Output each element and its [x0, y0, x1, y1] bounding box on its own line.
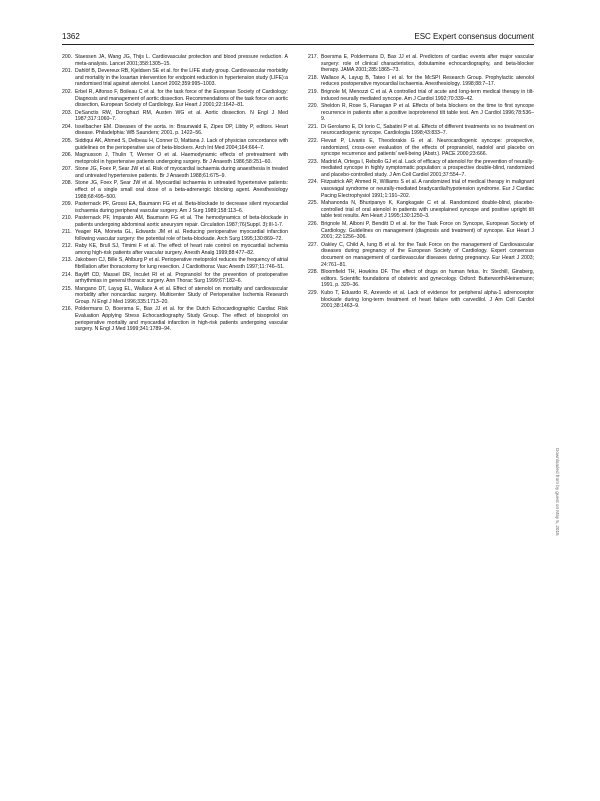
reference-text: Isselbacher EM. Diseases of the aorta. in: Braunwald E, Zipes DP, Libby P, editors. Heart disease. Philadelphia: WB Saunders; 2001. p. 1422–56.	[75, 123, 288, 137]
reference-number: 201.	[62, 68, 73, 75]
reference-number: 218.	[308, 74, 319, 81]
reference-item	[62, 180, 288, 200]
reference-number: 208.	[62, 180, 73, 187]
reference-number: 216.	[62, 306, 73, 313]
reference-item	[308, 103, 534, 123]
page-number: 1362	[62, 32, 80, 41]
reference-item	[62, 201, 288, 214]
reference-text: Pasternack PF, Imparato AM, Baumann FG et al. The hemodynamics of beta-blockade in patients undergoing abdominal aortic aneurysm repair. Circulation 1987;76(Suppl. 3):III-1-7.	[75, 215, 288, 228]
reference-item	[308, 242, 534, 269]
header-rule	[62, 44, 534, 45]
reference-text: Stone JG, Foex P, Sear JW et al. Risk of myocardial ischaemia during anaesthesia in treated and untreated hypertensive patients. Br J Anaesth 1988;61:675–9.	[75, 166, 288, 179]
reference-text: Di Gerolamo E, Di Iorio C, Sabatini P et al. Effects of different treatments vs no treatment on neurocardiogenic syncope. Cardiologia 1998;43:833–7.	[321, 123, 534, 137]
reference-item	[308, 290, 534, 310]
reference-item	[62, 243, 288, 256]
reference-item	[62, 124, 288, 137]
reference-text: Yeager RA, Moneta GL, Edwards JM et al. Reducing perioperative myocardial infarction following vascular surgery: the potential role of beta-blockade. Arch Surg 1995;130:869–72.	[75, 229, 288, 242]
reference-text: Boersma E, Poldermans D, Bax JJ et al. Predictors of cardiac events after major vascular surgery: role of clinical characteristics, dobutamine echocardiography, and beta-blocker therapy. JAMA 2001;285:1865–73.	[321, 54, 534, 74]
reference-number: 220.	[308, 102, 319, 109]
reference-text: Siddiqui AK, Ahmed S, Delbeau H, Conner D, Mattana J. Lack of physician concordance with guidelines on the perioperative use of beta-blockers. Arch Int Med 2004;164:664–7.	[75, 137, 288, 151]
reference-text: Dahlöf B, Devereux RB, Kjeldsen SE et al. for the LIFE study group. Cardiovascular morbidity and mortality in the losartan intervention for endpoint reduction in hypertension study (LIFE):a randomised trial against atenolol. Lancet 2002;359:995–1003.	[75, 68, 288, 88]
reference-item	[62, 229, 288, 242]
reference-text: DeSanctis RW, Doroghazi RM, Austen WG et al. Aortic dissection. N Engl J Med 1987;317:1060–7.	[75, 109, 288, 123]
reference-number: 200.	[62, 54, 73, 60]
reference-number: 223.	[308, 158, 319, 165]
reference-item	[62, 286, 288, 306]
reference-number: 225.	[308, 200, 319, 207]
reference-text: Madrid A, Ortega I, Rebollo GJ et al. Lack of efficacy of atenolol for the prevention of neurally-mediated syncope in highly symptomatic population: a prospective double-blind, randomized and placebo-controlled study. J Am Coll Cardiol 2001;37:554–7.	[321, 158, 534, 178]
reference-item	[62, 166, 288, 179]
reference-number: 211.	[62, 229, 72, 236]
reference-column-left	[62, 54, 288, 334]
reference-text: Pasternack PF, Grossi EA, Baumann FG et al. Beta-blockade to decrease silent myocardial ischaemia during peripheral vascular surgery. Am J Surg 1989;158:113–6.	[75, 200, 288, 214]
reference-text: Bloomfield TH, Howkins DF. The effect of drugs on human fetus. In: Stechill, Ginsberg, editors. Scientific foundations of obstetric and gynecology. Oxford: Butterworth/Heinemann; 1991. p. 320–36.	[321, 269, 534, 289]
reference-item	[308, 269, 534, 289]
reference-number: 204.	[62, 123, 73, 130]
reference-number: 214.	[62, 271, 73, 278]
reference-text: Raby KE, Brull SJ, Timimi F et al. The effect of heart rate control on myocardial ischemia among high-risk patients after vascular surgery. Anesth Analg 1999;88:477–82.	[75, 243, 288, 256]
reference-item	[62, 54, 288, 67]
reference-number: 226.	[308, 220, 319, 227]
reference-item	[62, 257, 288, 270]
reference-text: Magnusson J, Thulin T, Werner O et al. Haemodynamic effects of pretreatment with metoprolol in hypertensive patients undergoing surgery. Br J Anaesth 1986;58:251–60.	[75, 151, 288, 165]
reference-number: 210.	[62, 215, 73, 222]
reference-item	[308, 221, 534, 241]
reference-number: 213.	[62, 257, 73, 264]
reference-item	[62, 68, 288, 88]
reference-number: 203.	[62, 109, 73, 116]
reference-item	[308, 75, 534, 88]
reference-text: Kubo T, Eduardo R, Azevedo et al. Lack of evidence for peripheral alpha-1 adrenoceptor blockade during long-term treatment of heart failure with carvedilol. J Am Coll Cardiol 2001;38:1463–9.	[321, 289, 534, 310]
reference-text: Fitzpatrick AP, Ahmed R, Williams S et al. A randomized trial of medical therapy in malignant vasovagal syndrome or neurally-mediated bradycardia/hypotension syndrome. Eur J Cardiac Pacing Electrophysiol 1991;1:191–202.	[321, 179, 534, 199]
reference-text: Poldermans D, Boersma E, Bax JJ et al. for the Dutch Echocardiographic Cardiac Risk Evaluation Applying Stress Echocardiography Study Group. The effect of bisoprolol on perioperative mortality and myocardial infarction in high-risk patients undergoing vascular surgery. N Engl J Med 1999;341:1789–94.	[75, 306, 288, 333]
reference-number: 202.	[62, 88, 73, 95]
reference-number: 209.	[62, 200, 73, 207]
reference-text: Oakley C, Child A, Iung B et al. for the Task Force on the management of Cardiovascular diseases during pregnancy of the European Society of Cardiology. Expert consensus document on management of cardiovascular diseases during pregnancy. Eur Heart J 2003; 24:761–81.	[321, 241, 534, 268]
reference-item	[62, 89, 288, 109]
reference-number: 206.	[62, 151, 73, 158]
page-header	[62, 30, 534, 46]
reference-item	[62, 306, 288, 333]
reference-number: 221.	[308, 123, 319, 130]
reference-item	[308, 159, 534, 179]
reference-text: Wallace A, Layug B, Tateo I et al. for the McSPI Research Group. Prophylactic atenolol reduces postoperative myocardial ischaemia. Anesthesiology. 1998;88:7–17.	[321, 74, 534, 88]
reference-item	[308, 200, 534, 220]
reference-text: Jakobsen CJ, Bille S, Ahlburg P et al. Perioperative metoprolol reduces the frequency of atrial fibrillation after thoracotomy for lung resection. J Cardiothorac Vasc Anesth 1997;11:746–51.	[75, 257, 288, 271]
reference-number: 222.	[308, 137, 319, 144]
reference-item	[62, 110, 288, 123]
reference-column-right	[308, 54, 534, 311]
reference-text: Staessen JA, Wang JG, Thijs L. Cardiovascular protection and blood pressure reduction. A meta-analysis. Lancet 2001;358:1305–15.	[75, 54, 288, 67]
reference-item	[308, 124, 534, 137]
reference-number: 229.	[308, 289, 319, 296]
reference-text: Mahanonda N, Bhuripanyo K, Kangkagate C et al. Randomized double-blind, placebo-controlled trial of oral atenolol in patients with unexplained syncope and positive upright tilt table test results. Am Heart J 1995;130:1250–3.	[321, 200, 534, 220]
reference-item	[308, 89, 534, 102]
reference-number: 217.	[308, 54, 319, 60]
reference-item	[62, 152, 288, 165]
reference-text: Flevari P, Livanis E, Theodorakis G et al. Neurocardiogenic syncope: prospective, randomized, cross-over evaluation of the effects of propranolol, nadolol and placebo on syncope recurrence and patients' well-being (Abstr.). PACE 2000;23:666.	[321, 137, 534, 158]
reference-number: 227.	[308, 241, 319, 248]
reference-text: Erbel R, Alfonso F, Boileau C et al. for the task force of the European Society of Cardiology: Diagnosis and management of aortic dissection. Recommendations of the task force on aortic dissection, European Society of Cardiology. Eur Heart J 2001;22:1642–81.	[75, 88, 288, 109]
reference-number: 219.	[308, 88, 319, 95]
reference-item	[308, 179, 534, 199]
reference-text: Brignole M, Menozzi C et al. A controlled trial of acute and long-term medical therapy in tilt-induced neurally mediated syncope. Am J Cardiol 1992;70:339–42.	[321, 88, 534, 102]
reference-text: Sheldon R, Rose S, Flanagan P et al. Effects of beta blockers on the time to first syncope recurrence in patients after a positive isoproterenol tilt table test. Am J Cardiol 1996;78:536–9.	[321, 102, 534, 123]
reference-item	[62, 138, 288, 151]
running-title: ESC Expert consensus document	[414, 32, 534, 41]
download-watermark: Downloaded from by guest on May 5, 2015	[555, 448, 560, 536]
reference-item	[62, 215, 288, 228]
reference-number: 205.	[62, 137, 73, 144]
reference-number: 212.	[62, 243, 73, 250]
reference-number: 207.	[62, 166, 73, 173]
reference-number: 224.	[308, 179, 319, 186]
reference-item	[308, 138, 534, 158]
reference-number: 215.	[62, 285, 73, 292]
reference-text: Stone JG, Foex P, Sear JW et al. Myocardial ischaemia in untreated hypertensive patients: effect of a single small oral dose of a beta-adrenergic blocking agent. Anesthesiology 1988;68:495–500.	[75, 180, 288, 200]
reference-text: Mangano DT, Layug EL, Wallace A et al. Effect of atenolol on mortality and cardiovascular morbidity after noncardiac surgery. Multicenter Study of Perioperative Ischemia Research Group. N Engl J Med 1996;335:1713–20.	[75, 285, 288, 305]
reference-text: Brignole M, Alboni P, Benditt D et al. for the Task Force on Syncope, European Society of Cardiology. Guidelines on management (diagnosis and treatment) of syncope. Eur Heart J 2001; 22:1256–306.	[321, 220, 534, 241]
reference-text: Bayliff CD, Massel DR, Inculet RI et al. Propranolol for the prevention of postoperative arrhythmias in general thoracic surgery. Ann Thorac Surg 1999;67:182–6.	[75, 271, 288, 285]
reference-number: 228.	[308, 269, 319, 276]
reference-item	[308, 54, 534, 74]
reference-item	[62, 272, 288, 285]
